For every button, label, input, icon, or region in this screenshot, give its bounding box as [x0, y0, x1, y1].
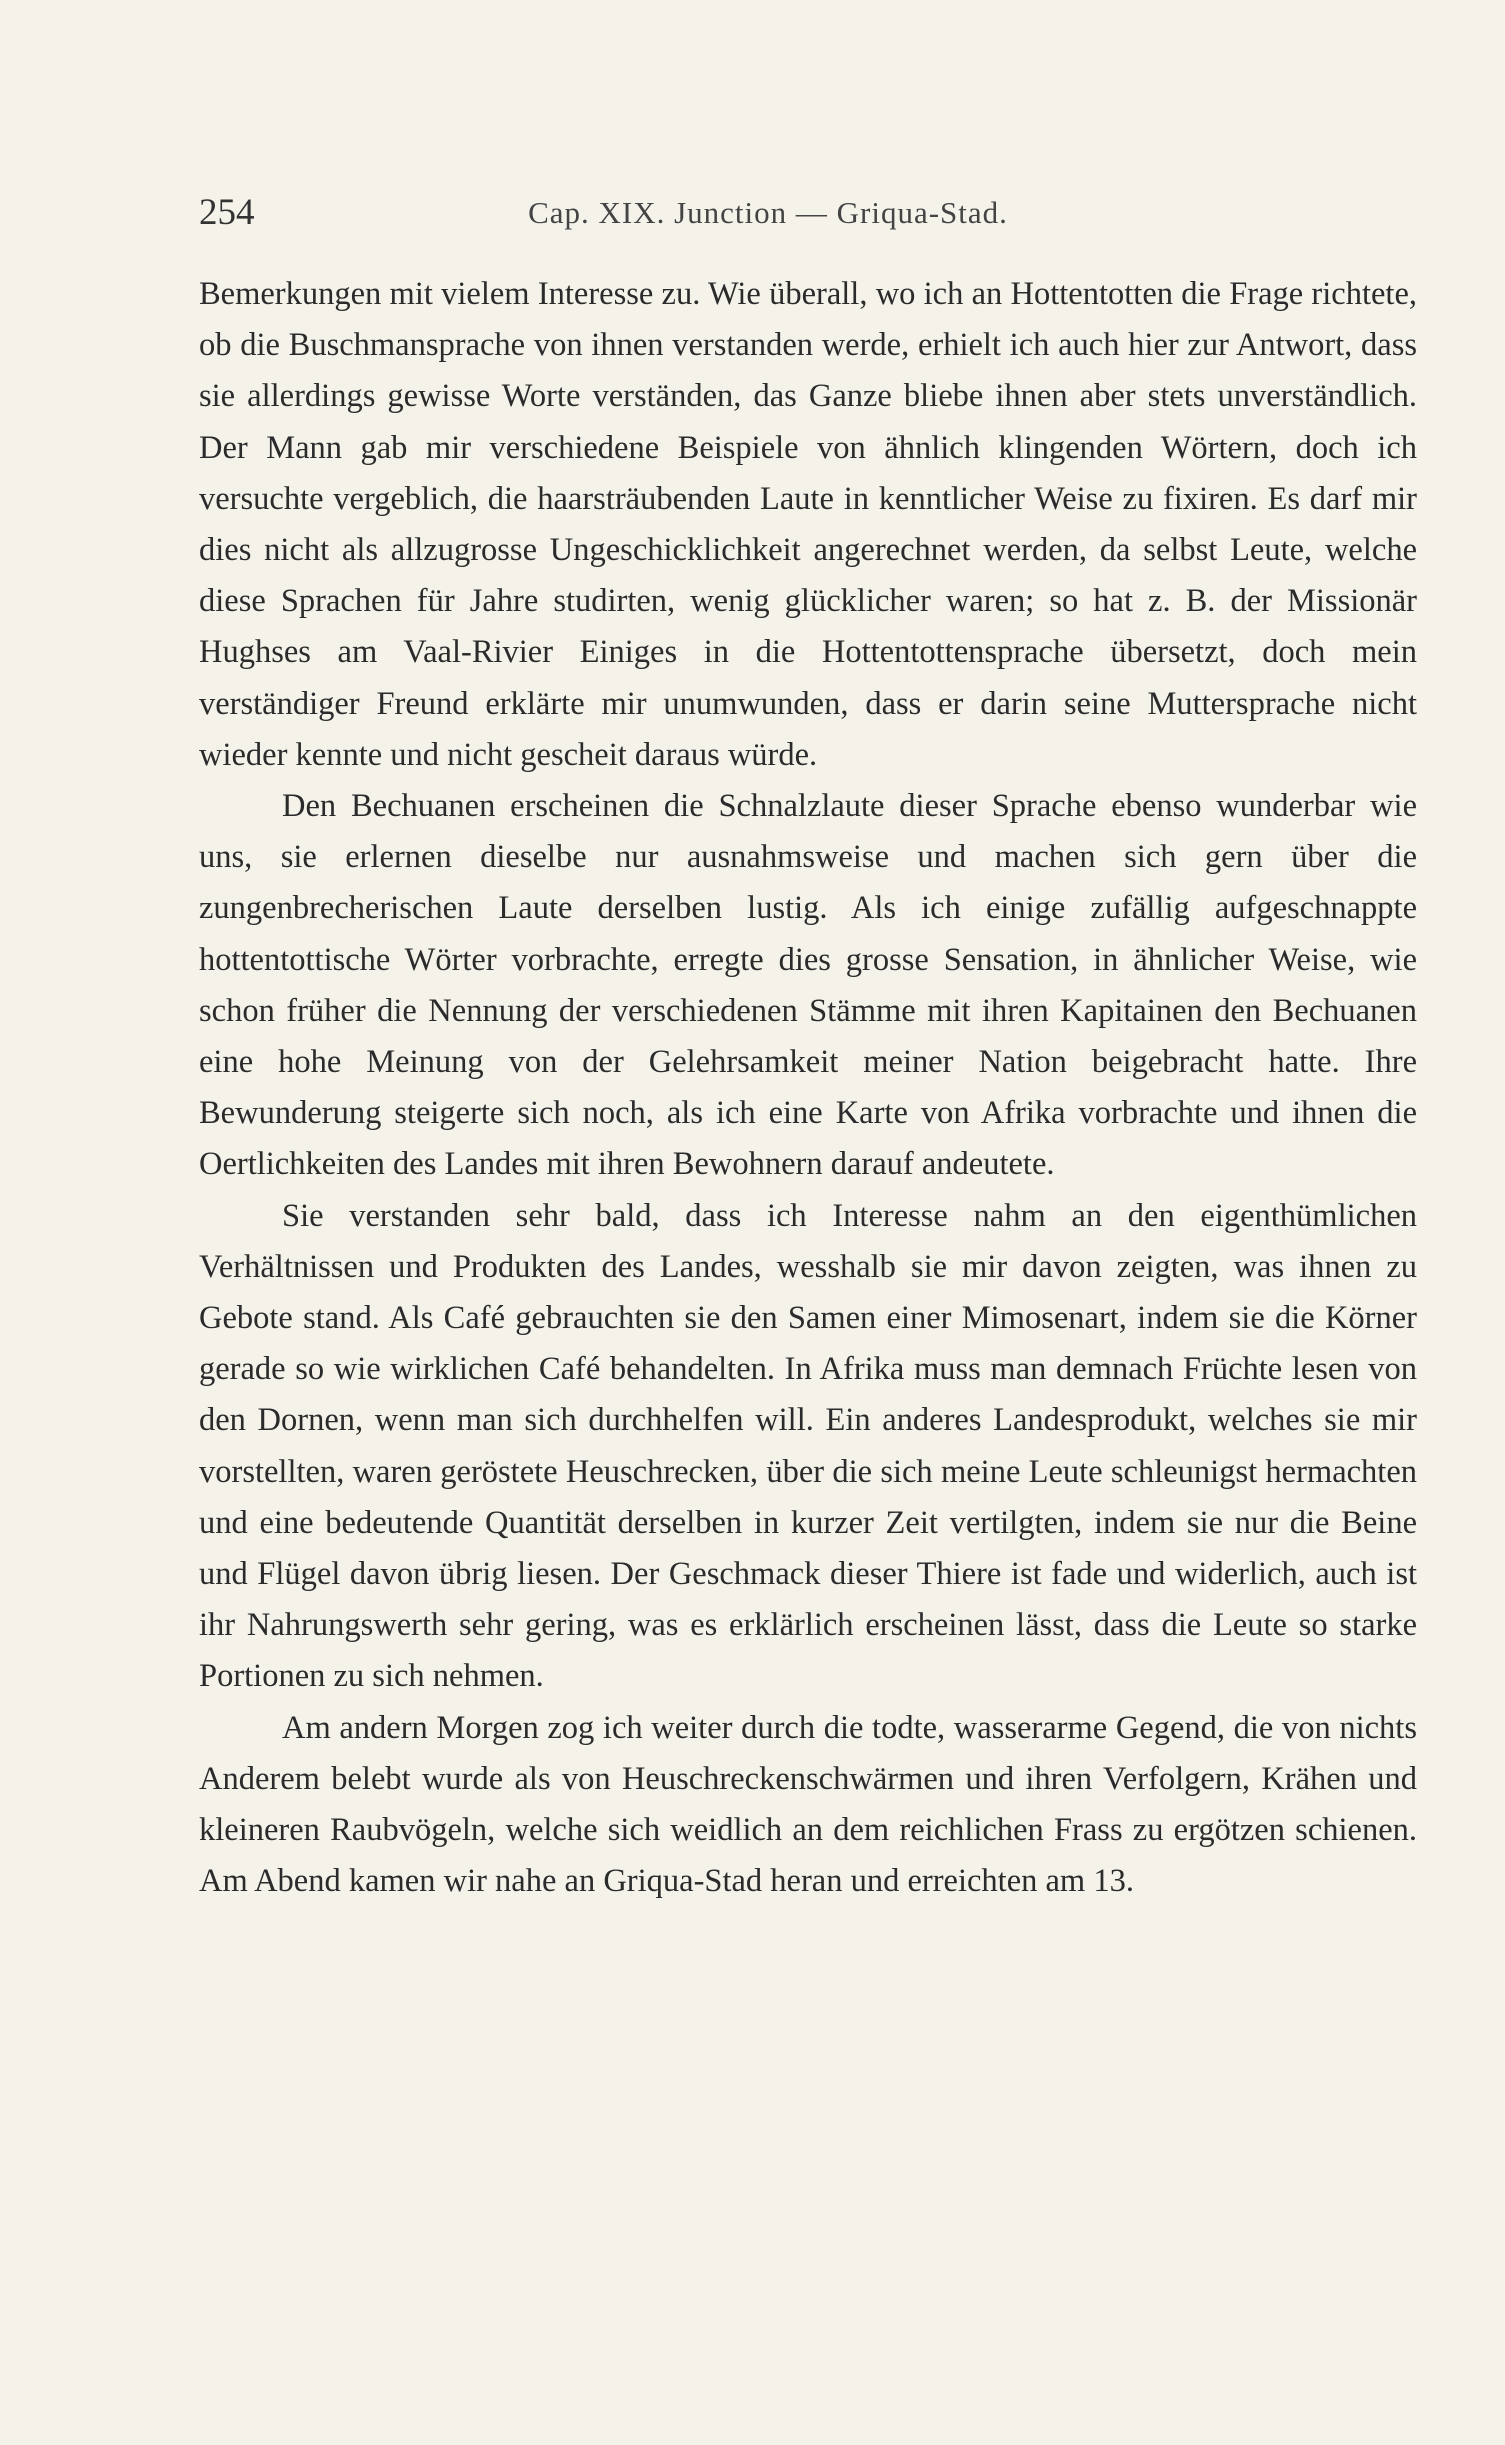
page-number: 254	[199, 192, 255, 233]
paragraph-3: Sie verstanden sehr bald, dass ich Interesse nahm an den eigenthümlichen Verhältnissen und Produkten des Landes, wesshalb sie mir davon zeigten, was ihnen zu Gebote stand. Als Café gebrauchten sie den Samen einer Mimosenart, indem sie die Körner gerade so wie wirklichen Café behandelten. In Afrika muss man demnach Früchte lesen von den Dornen, wenn man sich durchhelfen will. Ein anderes Landesprodukt, welches sie mir vorstellten, waren geröstete Heuschrecken, über die sich meine Leute schleunigst hermachten und eine bedeutende Quantität derselben in kurzer Zeit vertilgten, indem sie nur die Beine und Flügel davon übrig liesen. Der Geschmack dieser Thiere ist fade und widerlich, auch ist ihr Nahrungswerth sehr gering, was es erklärlich erscheinen lässt, dass die Leute so starke Portionen zu sich nehmen.	[199, 1197, 1417, 1695]
paragraph-1: Bemerkungen mit vielem Interesse zu. Wie überall, wo ich an Hottentotten die Frage richtete, ob die Buschmansprache von ihnen verstanden werde, erhielt ich auch hier zur Antwort, dass sie allerdings gewisse Worte verständen, das Ganze bliebe ihnen aber stets unverständlich. Der Mann gab mir verschiedene Beispiele von ähnlich klingenden Wörtern, doch ich versuchte vergeblich, die haarsträubenden Laute in kenntlicher Weise zu fixiren. Es darf mir dies nicht als allzugrosse Ungeschicklichkeit angerechnet werden, da selbst Leute, welche diese Sprachen für Jahre studirten, wenig glücklicher waren; so hat z. B. der Missionär Hughses am Vaal-Rivier Einiges in die Hottentottensprache übersetzt, doch mein verständiger Freund erklärte mir unumwunden, dass er darin seine Muttersprache nicht wieder kennte und nicht gescheit daraus würde.	[199, 276, 1417, 773]
body-text	[199, 269, 1417, 1908]
running-head: Cap. XIX. Junction — Griqua-Stad.	[528, 195, 1008, 230]
paragraph-4: Am andern Morgen zog ich weiter durch die todte, wasserarme Gegend, die von nichts Anderem belebt wurde als von Heuschreckenschwärmen und ihren Verfolgern, Krähen und kleineren Raubvögeln, welche sich weidlich an dem reichlichen Frass zu ergötzen schienen. Am Abend kamen wir nahe an Griqua-Stad heran und erreichten am 13.	[199, 1709, 1417, 1900]
page-header	[199, 183, 1417, 243]
paragraph-2: Den Bechuanen erscheinen die Schnalzlaute dieser Sprache ebenso wunderbar wie uns, sie erlernen dieselbe nur ausnahmsweise und machen sich gern über die zungenbrecherischen Laute derselben lustig. Als ich einige zufällig aufgeschnappte hottentottische Wörter vorbrachte, erregte dies grosse Sensation, in ähnlicher Weise, wie schon früher die Nennung der verschiedenen Stämme mit ihren Kapitainen den Bechuanen eine hohe Meinung von der Gelehrsamkeit meiner Nation beigebracht hatte. Ihre Bewunderung steigerte sich noch, als ich eine Karte von Afrika vorbrachte und ihnen die Oertlichkeiten des Landes mit ihren Bewohnern darauf andeutete.	[199, 788, 1417, 1183]
